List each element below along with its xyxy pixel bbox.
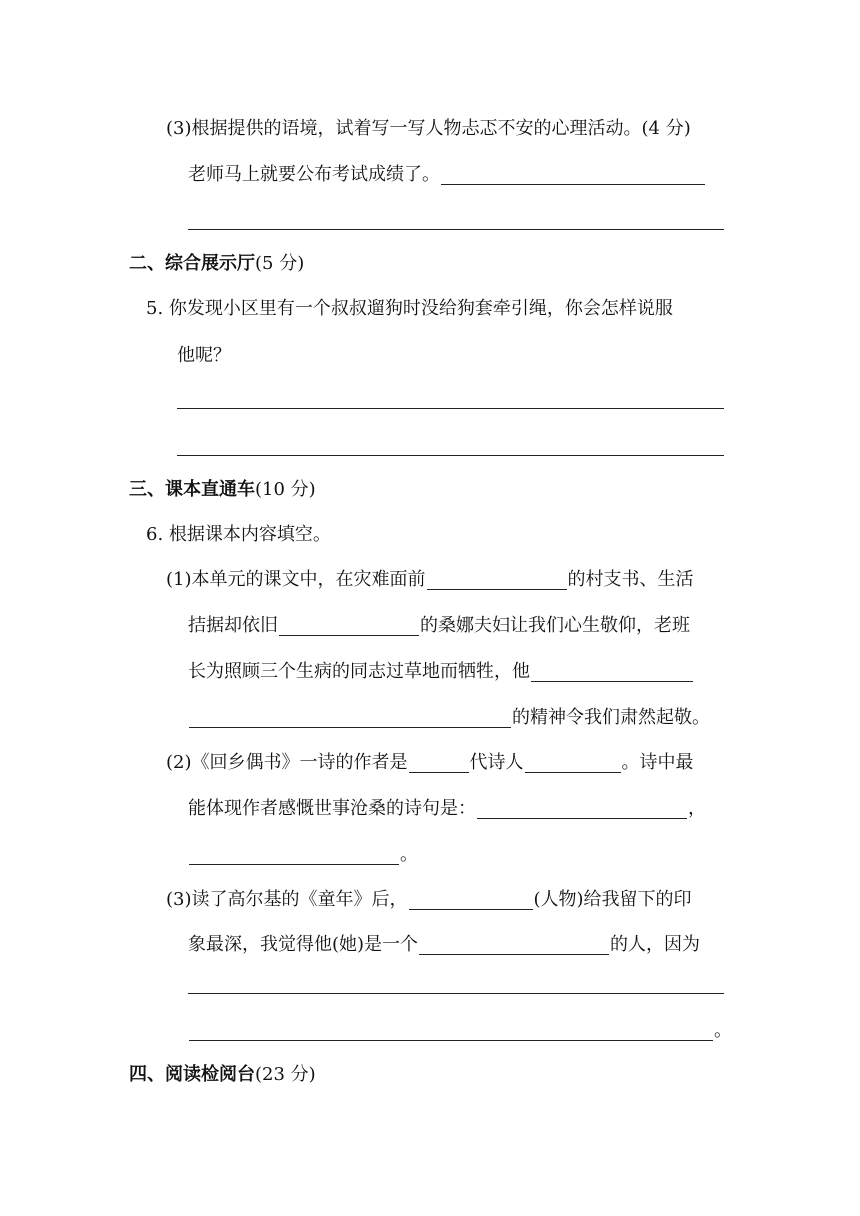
q6-p1-text-e: 长为照顾三个生病的同志过草地而牺牲，他 [188, 661, 530, 682]
answer-line[interactable] [188, 993, 724, 994]
answer-blank[interactable] [427, 571, 567, 590]
q6-p1-line2 [188, 613, 690, 639]
q4-part3-prompt [166, 116, 691, 142]
q6-p3-line2 [188, 932, 700, 958]
answer-blank[interactable] [477, 800, 687, 819]
answer-blank[interactable] [409, 754, 469, 773]
q6-p2-line1 [166, 750, 694, 776]
q5-line2 [177, 343, 231, 369]
section4-points: (23 分) [255, 1064, 316, 1085]
q6-p2-text-f: 。 [400, 844, 418, 865]
answer-line[interactable] [188, 229, 724, 230]
q5-text-1: 5. 你发现小区里有一个叔叔遛狗时没给狗套牵引绳，你会怎样说服 [146, 298, 673, 319]
q6-p1-text-a: (1)本单元的课文中，在灾难面前 [166, 569, 426, 590]
q6-p1-text-c: 拮据却依旧 [188, 615, 278, 636]
answer-blank[interactable] [409, 891, 533, 910]
answer-blank[interactable] [441, 166, 705, 185]
q6-p2-text-a: (2)《回乡偶书》一诗的作者是 [166, 752, 408, 773]
section2-points: (5 分) [255, 253, 305, 274]
q4-part3-prompt-text: (3)根据提供的语境，试着写一写人物忐忑不安的心理活动。(4 分) [166, 118, 691, 139]
section2-heading [129, 251, 304, 277]
answer-blank[interactable] [189, 709, 511, 728]
q6-p1-line4 [188, 705, 710, 731]
section2-title: 二、综合展示厅 [129, 253, 255, 274]
section3-heading [129, 477, 316, 503]
q6-intro [146, 522, 331, 548]
q6-p3-text-b: (人物)给我留下的印 [533, 889, 692, 910]
answer-blank[interactable] [525, 754, 621, 773]
answer-blank[interactable] [419, 936, 609, 955]
q5-text-2: 他呢？ [177, 345, 231, 366]
q6-p3-text-c: 象最深，我觉得他(她)是一个 [188, 934, 419, 955]
q6-p2-line3 [188, 842, 418, 868]
q6-p3-line1 [166, 887, 692, 913]
q6-p3-text-d: 的人，因为 [610, 934, 701, 955]
section4-title: 四、阅读检阅台 [129, 1064, 255, 1085]
q6-p1-line1 [166, 567, 694, 593]
q6-p1-text-f: 的精神令我们肃然起敬。 [512, 707, 710, 728]
q6-p2-text-d: 能体现作者感慨世事沧桑的诗句是： [188, 798, 476, 819]
q6-p3-line4 [188, 1018, 732, 1044]
q6-p2-line2 [188, 796, 706, 822]
q6-p2-text-b: 代诗人 [469, 752, 524, 773]
q4-part3-context-line [188, 162, 706, 188]
answer-line[interactable] [177, 455, 724, 456]
answer-line[interactable] [177, 408, 724, 409]
q6-p2-text-c: 。诗中最 [621, 752, 694, 773]
q6-p2-text-e: ， [688, 798, 706, 819]
q6-p1-text-b: 的村支书、生活 [567, 569, 694, 590]
section4-heading [129, 1062, 316, 1088]
answer-blank[interactable] [189, 1022, 713, 1041]
answer-blank[interactable] [189, 846, 399, 865]
q6-p3-text-a: (3)读了高尔基的《童年》后， [166, 889, 408, 910]
q6-intro-text: 6. 根据课本内容填空。 [146, 524, 331, 545]
q6-p1-line3 [188, 659, 694, 685]
answer-blank[interactable] [531, 663, 693, 682]
q4-part3-context: 老师马上就要公布考试成绩了。 [188, 164, 440, 185]
section3-points: (10 分) [255, 479, 316, 500]
section3-title: 三、课本直通车 [129, 479, 255, 500]
answer-blank[interactable] [279, 617, 419, 636]
q5-line1 [146, 296, 673, 322]
q6-p1-text-d: 的桑娜夫妇让我们心生敬仰，老班 [420, 615, 690, 636]
q6-p3-text-e: 。 [714, 1020, 732, 1041]
